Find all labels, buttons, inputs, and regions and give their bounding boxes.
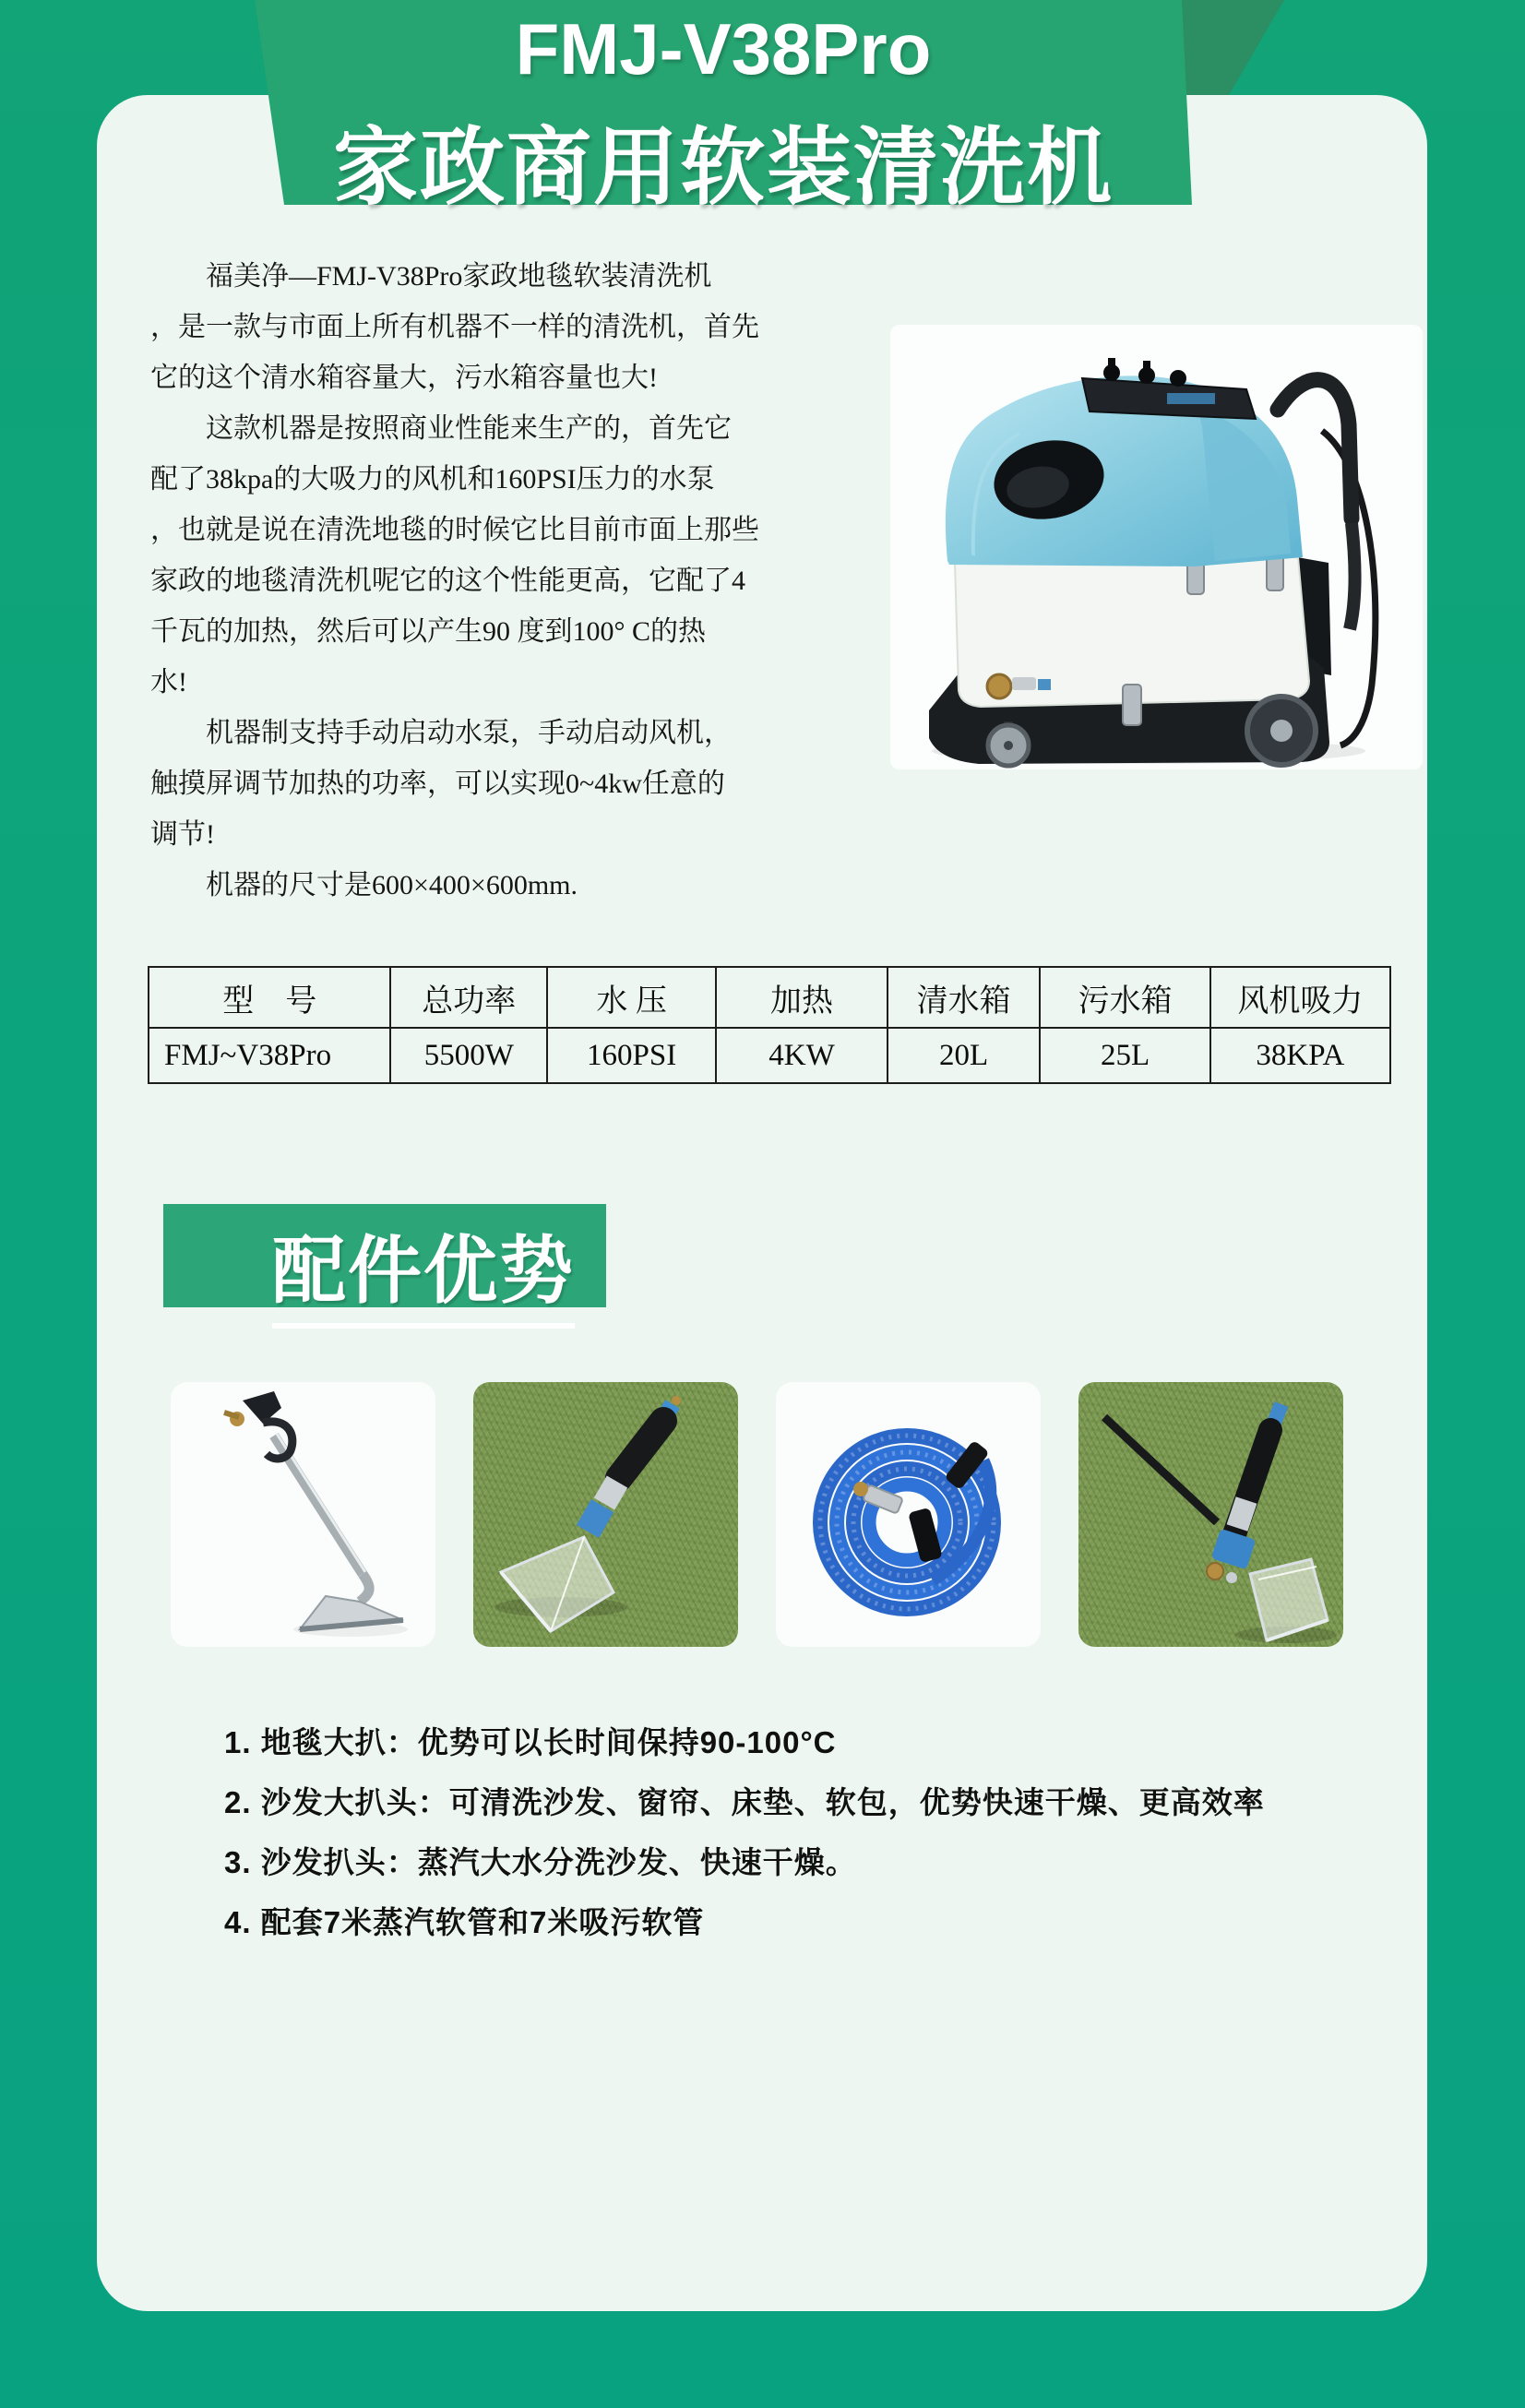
product-description (150, 251, 815, 911)
description-line: 千瓦的加热，然后可以产生90 度到100° C的热 (150, 616, 707, 647)
spec-header-cell: 清水箱 (888, 967, 1041, 1028)
spec-table (148, 966, 1391, 1084)
carpet-wand-photo (171, 1382, 435, 1647)
list-item: 3. 沙发扒头：蒸汽大水分洗沙发、快速干燥。 (224, 1845, 857, 1879)
spec-value-cell: 4KW (716, 1028, 888, 1083)
spec-header-cell: 污水箱 (1040, 967, 1209, 1028)
spec-header-cell: 加热 (716, 967, 888, 1028)
product-photo (890, 325, 1423, 769)
product-title: 家政商用软装清洗机 (332, 121, 1114, 215)
list-item: 2. 沙发大扒头：可清洗沙发、窗帘、床垫、软包，优势快速干燥、更高效率 (224, 1785, 1265, 1819)
description-line: 这款机器是按照商业性能来生产的，首先它 (150, 413, 732, 444)
header (255, 0, 1192, 215)
accessories-banner (163, 1204, 606, 1312)
description-line: 机器制支持手动启动水泵，手动启动风机， (150, 718, 732, 748)
spec-header-cell: 总功率 (390, 967, 547, 1028)
spec-value-cell: 20L (888, 1028, 1041, 1083)
description-line: 福美净—FMJ-V38Pro家政地毯软装清洗机 (150, 261, 712, 292)
spec-header-cell: 型 号 (149, 967, 390, 1028)
description-line: 调节! (150, 819, 215, 850)
spec-value-cell: 38KPA (1210, 1028, 1390, 1083)
spec-header-cell: 风机吸力 (1210, 967, 1390, 1028)
description-line: 机器的尺寸是600×400×600mm. (150, 870, 578, 900)
description-line: 家政的地毯清洗机呢它的这个性能更高，它配了4 (150, 566, 745, 596)
spec-value-cell: 160PSI (547, 1028, 716, 1083)
list-item: 4. 配套7米蒸汽软管和7米吸污软管 (224, 1905, 705, 1939)
description-line: 触摸屏调节加热的功率，可以实现0~4kw任意的 (150, 769, 725, 799)
cleaning-machine-illustration (890, 325, 1423, 769)
model-title: FMJ-V38Pro (515, 8, 932, 89)
spec-value-cell: 25L (1040, 1028, 1209, 1083)
table-row (149, 1028, 1390, 1083)
spec-value-cell: FMJ~V38Pro (149, 1028, 390, 1083)
spec-value-cell: 5500W (390, 1028, 547, 1083)
description-line: ，也就是说在清洗地毯的时候它比目前市面上那些 (150, 515, 759, 545)
feature-list (224, 1712, 1387, 1952)
list-item: 1. 地毯大扒：优势可以长时间保持90-100°C (224, 1725, 837, 1759)
description-line: 水! (150, 667, 187, 697)
vacuum-hose-photo (776, 1382, 1041, 1647)
description-line: 配了38kpa的大吸力的风机和160PSI压力的水泵 (150, 464, 715, 495)
description-line: 它的这个清水箱容量大，污水箱容量也大! (150, 363, 658, 393)
accessories-banner-label: 配件优势 (272, 1211, 575, 1329)
description-line: ，是一款与市面上所有机器不一样的清洗机，首先 (150, 312, 759, 342)
sofa-wide-head-photo (473, 1382, 738, 1647)
spec-header-cell: 水 压 (547, 967, 716, 1028)
sofa-head-photo (1078, 1382, 1343, 1647)
